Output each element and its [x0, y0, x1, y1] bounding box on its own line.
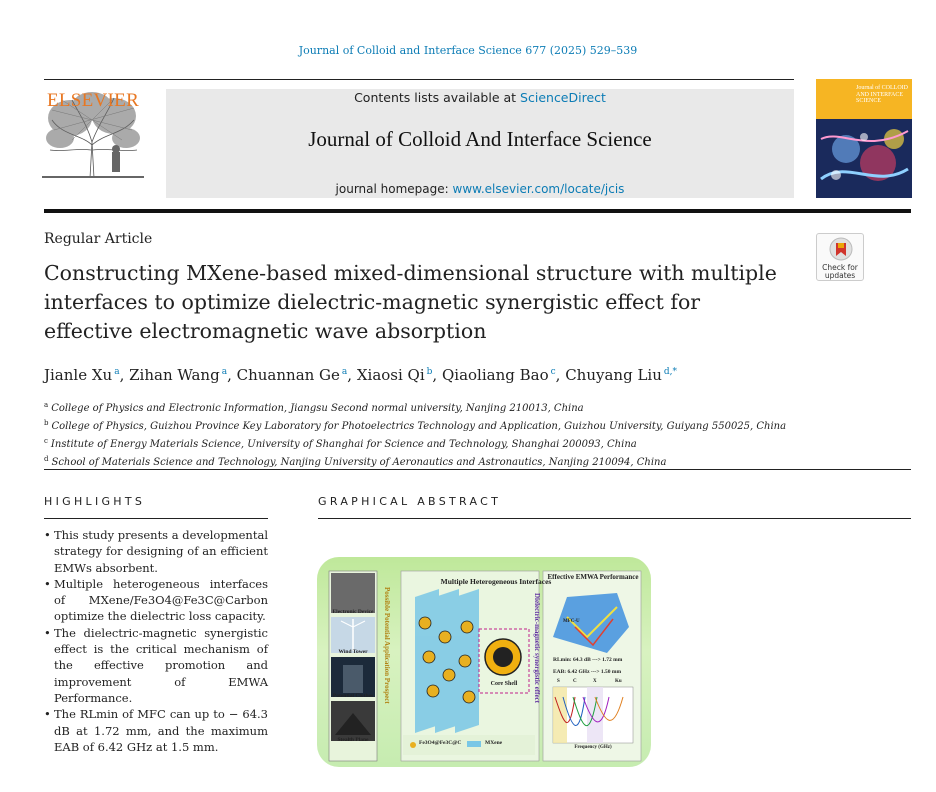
author[interactable]: Qiaoliang Bao $^c$	[441, 366, 556, 384]
check-updates-icon	[817, 234, 865, 264]
section-divider	[44, 469, 911, 470]
homepage-line	[166, 182, 794, 196]
homepage-link[interactable]: www.elsevier.com/locate/jcis	[452, 182, 625, 196]
ga-rl-line: RLmin: 64.3 dB ---> 1.72 mm	[553, 657, 623, 663]
ga-legend-1: Fe3O4@Fe3C@C	[419, 740, 462, 746]
article-title: Constructing MXene-based mixed-dimensional structure with multiple interfaces to optimize dielectric-magnetic synergistic effect for effective electromagnetic wave absorption	[44, 261, 777, 343]
ga-app-label: Wind Tower	[338, 649, 368, 655]
ga-core-shell-label: Core Shell	[490, 681, 518, 687]
ga-band: C	[573, 679, 577, 684]
highlight-item: • The dielectric-magnetic synergistic effect is the critical mechanism of the effective promotion and improvement of EMWA Performance.	[44, 625, 268, 706]
ga-mfc-label: MFC-U	[563, 619, 580, 624]
affiliation-item: $^d$ School of Materials Science and Technology, Nanjing University of Aeronautics and Astronautics, Nanjing 210094, China	[44, 455, 667, 468]
homepage-prefix: journal homepage:	[335, 182, 453, 196]
author-list: Jianle Xu $^a$, Zihan Wang $^a$, Chuannan Ge $^a$, Xiaosi Qi $^b$, Qiaoliang Bao $^c$, Chuyang Liu $^{d,*}$	[44, 366, 677, 384]
journal-citation[interactable]: Journal of Colloid and Interface Science 677 (2025) 529–539	[298, 44, 638, 57]
highlights-rule	[44, 518, 268, 519]
ga-band: X	[593, 679, 597, 684]
author[interactable]: Chuyang Liu $^{d,*}$	[565, 366, 677, 384]
author[interactable]: Jianle Xu $^a$	[44, 366, 120, 384]
ga-left-title: Possible Potential Application Prospect	[383, 587, 391, 704]
journal-header-box	[166, 89, 794, 198]
elsevier-wordmark: ELSEVIER	[46, 90, 140, 111]
ga-mid-title: Multiple Heterogeneous Interfaces	[440, 577, 552, 586]
ga-band: S	[557, 679, 560, 684]
graphical-abstract-rule	[318, 518, 911, 519]
highlight-item: • This study presents a developmental strategy for designing of an efficient EMWs absorbent.	[44, 527, 268, 576]
ga-app-label: Stealth Plane	[337, 737, 369, 743]
affiliation-item: $^c$ Institute of Energy Materials Science, University of Shanghai for Science and Technology, Shanghai 200093, China	[44, 437, 637, 450]
check-updates-label: Check for updates	[822, 263, 858, 280]
author[interactable]: Xiaosi Qi $^b$	[356, 366, 433, 384]
highlight-item: • The RLmin of MFC can up to − 64.3 dB at 1.72 mm, and the maximum EAB of 6.42 GHz at 1.5 mm.	[44, 706, 268, 755]
graphical-abstract-heading: GRAPHICAL ABSTRACT	[318, 495, 502, 508]
article-type: Regular Article	[44, 231, 153, 247]
contents-line	[166, 90, 794, 105]
sciencedirect-link[interactable]: ScienceDirect	[520, 90, 606, 105]
highlights-heading: HIGHLIGHTS	[44, 495, 146, 508]
journal-name: Journal of Colloid And Interface Science	[308, 127, 652, 151]
affiliation-item: $^b$ College of Physics, Guizhou Province Key Laboratory for Photoelectrics Technology and Application, Guizhou University, Guiyang 550025, China	[44, 419, 787, 432]
affiliation-list	[44, 398, 786, 470]
ga-legend-2: MXene	[485, 740, 503, 746]
author[interactable]: Zihan Wang $^a$	[129, 366, 228, 384]
graphical-abstract-figure[interactable]	[317, 557, 651, 767]
ga-vertical-label: Dielectric-magnetic synergistic effect	[533, 593, 541, 703]
cover-title: Journal of COLLOID AND INTERFACE SCIENCE	[856, 85, 908, 104]
check-for-updates-button[interactable]	[816, 233, 864, 281]
header-top-rule	[44, 79, 794, 80]
ga-app-label: Electronic Device	[332, 609, 374, 615]
journal-cover[interactable]	[816, 79, 912, 198]
highlight-item: • Multiple heterogeneous interfaces of MXene/Fe3O4@Fe3C@Carbon optimize the dielectric loss capacity.	[44, 576, 268, 625]
contents-prefix: Contents lists available at	[354, 90, 521, 105]
ga-app-label: Potential Clothes	[332, 693, 374, 699]
highlights-list	[44, 527, 268, 755]
ga-eab-line: EAB: 6.42 GHz ---> 1.50 mm	[553, 669, 622, 675]
ga-band: Ku	[615, 679, 622, 684]
author[interactable]: Chuannan Ge $^a$	[236, 366, 348, 384]
affiliation-item: $^a$ College of Physics and Electronic Information, Jiangsu Second normal university, Nanjing 210013, China	[44, 401, 584, 414]
header-bottom-rule	[44, 209, 911, 213]
ga-freq-axis: Frequency (GHz)	[574, 745, 612, 750]
ga-right-title: Effective EMWA Performance	[547, 573, 639, 581]
